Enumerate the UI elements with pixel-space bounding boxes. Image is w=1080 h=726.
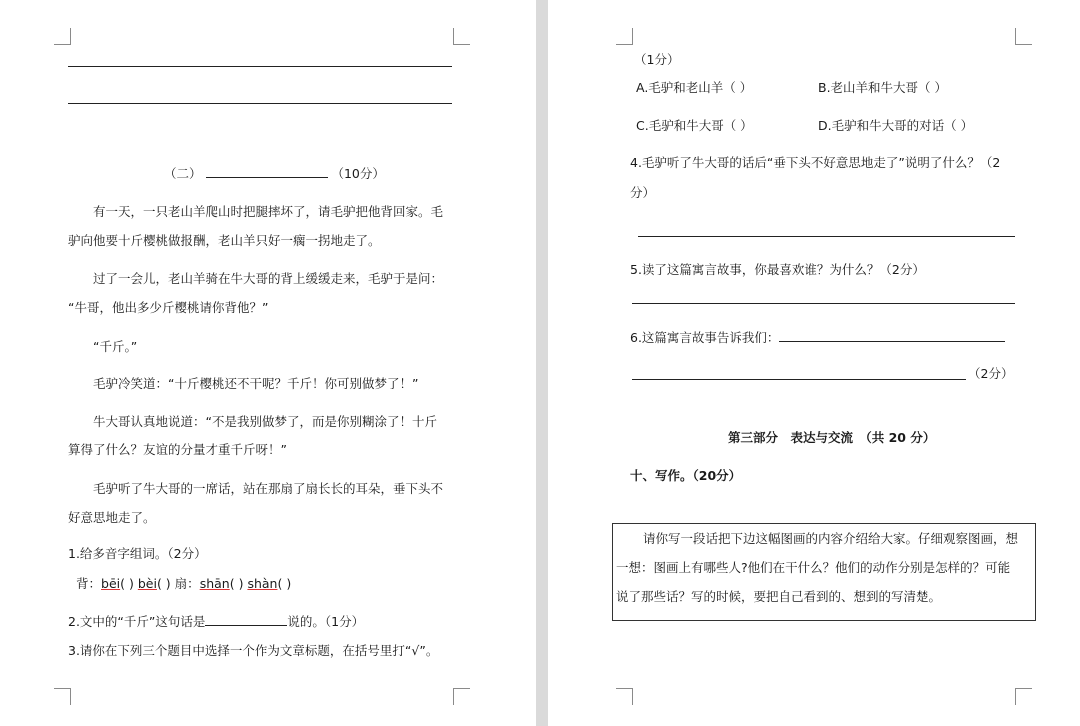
char-shan: 扇： <box>174 576 200 591</box>
pinyin-bei1: bēi <box>101 576 121 591</box>
answer-line <box>638 236 1015 237</box>
paragraph-line: 过了一会儿，老山羊骑在牛大哥的背上缓缓走来，毛驴于是问： <box>93 271 444 286</box>
paragraph-line: 算得了什么？友谊的分量才重千斤呀！” <box>68 442 287 457</box>
answer-blank <box>779 329 1005 342</box>
question-2 <box>68 613 364 630</box>
answer-line <box>68 66 452 67</box>
question-6-text: 6.这篇寓言故事告诉我们： <box>630 330 780 345</box>
answer-blank <box>205 613 287 626</box>
paragraph-line: 毛驴冷笑道：“十斤樱桃还不干呢？千斤！你可别做梦了！” <box>93 376 419 391</box>
crop-mark <box>54 28 71 45</box>
answer-line <box>632 379 966 380</box>
crop-mark <box>453 688 470 705</box>
pinyin-bei4: bèi <box>137 576 157 591</box>
char-bei: 背： <box>76 576 102 591</box>
pinyin-shan4: shàn <box>247 576 278 591</box>
blank-paren: ( ) <box>156 576 171 591</box>
paragraph-line: 毛驴听了牛大哥的一席话，站在那扇了扇长长的耳朵，垂下头不 <box>93 481 444 496</box>
blank-paren: ( ) <box>277 576 292 591</box>
paragraph-line: “牛哥，他出多少斤樱桃请你背他？” <box>68 300 269 315</box>
page-right <box>548 0 1080 726</box>
prompt-line: 一想：图画上有哪些人?他们在干什么？他们的动作分别是怎样的？可能 <box>616 560 1011 575</box>
page-gutter <box>536 0 548 726</box>
crop-mark <box>1015 28 1032 45</box>
option-d: D.毛驴和牛大哥的对话（ ） <box>818 118 974 133</box>
question-1: 1.给多音字组词。（2分） <box>68 546 207 561</box>
question-4: 4.毛驴听了牛大哥的话后“垂下头不好意思地走了”说明了什么？（2 <box>630 155 1001 170</box>
paragraph-line: 驴向他要十斤樱桃做报酬，老山羊只好一瘸一拐地走了。 <box>68 233 381 248</box>
paragraph-line: 有一天，一只老山羊爬山时把腿摔坏了，请毛驴把他背回家。毛 <box>93 204 444 219</box>
title-blank <box>206 165 328 178</box>
section-title-prefix: （二） <box>164 166 202 181</box>
question-6 <box>630 329 1005 346</box>
answer-line <box>632 303 1015 304</box>
option-a: A.毛驴和老山羊（ ） <box>636 80 753 95</box>
writing-prompt-box <box>612 523 1036 621</box>
paragraph-line: “千斤。” <box>93 339 138 354</box>
option-b: B.老山羊和牛大哥（ ） <box>818 80 948 95</box>
section-title-score: （10分） <box>331 166 385 181</box>
pinyin-shan1: shān <box>199 576 230 591</box>
question-4-cont: 分） <box>630 185 656 200</box>
crop-mark <box>453 28 470 45</box>
option-c: C.毛驴和牛大哥（ ） <box>636 118 753 133</box>
blank-paren: ( ) <box>229 576 244 591</box>
prompt-line: 请你写一段话把下边这幅图画的内容介绍给大家。仔细观察图画，想 <box>643 531 1019 546</box>
question-2-tail: 说的。（1分） <box>287 614 365 629</box>
page-left <box>0 0 536 726</box>
writing-heading: 十、写作。（20分） <box>630 468 742 483</box>
crop-mark <box>616 688 633 705</box>
crop-mark <box>54 688 71 705</box>
question-3: 3.请你在下列三个题目中选择一个作为文章标题，在括号里打“√”。 <box>68 643 439 658</box>
paragraph-line: 牛大哥认真地说道：“不是我别做梦了，而是你别糊涂了！十斤 <box>93 414 437 429</box>
answer-line <box>68 103 452 104</box>
question-6-score: （2分） <box>968 366 1014 381</box>
pinyin-row <box>76 576 291 592</box>
crop-mark <box>1015 688 1032 705</box>
crop-mark <box>616 28 633 45</box>
question-5: 5.读了这篇寓言故事，你最喜欢谁？为什么？（2分） <box>630 262 925 277</box>
part-three-heading: 第三部分 表达与交流 （共 20 分） <box>728 430 936 445</box>
section-title <box>164 165 385 182</box>
blank-paren: ( ) <box>120 576 134 591</box>
question-2-text: 2.文中的“千斤”这句话是 <box>68 614 206 629</box>
prompt-line: 说了那些话？写的时候，要把自己看到的、想到的写清楚。 <box>616 589 942 604</box>
question-3-score: （1分） <box>634 52 680 67</box>
paragraph-line: 好意思地走了。 <box>68 510 156 525</box>
